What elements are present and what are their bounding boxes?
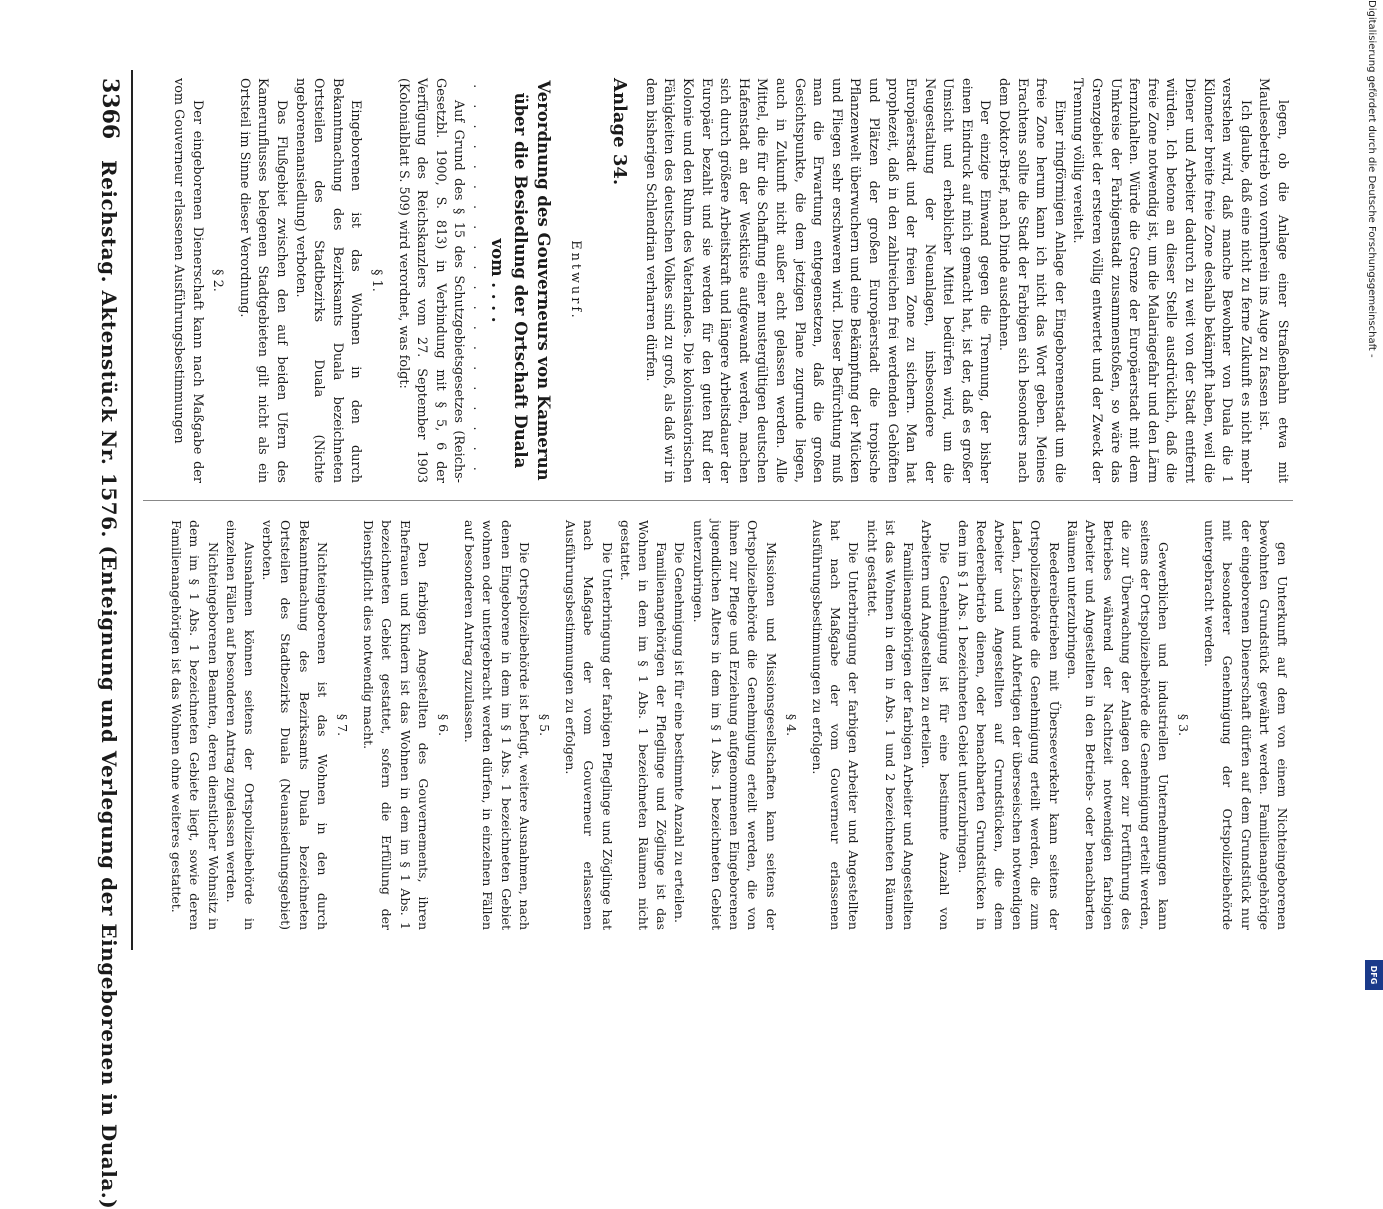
left-text-column xyxy=(169,78,1291,483)
body-paragraph: Die Ortspolizeibehörde ist befugt, weitere Ausnahmen, nach denen Eingeborene in dem im § 1 Abs. 1 bezeichneten Gebiet wohnen oder untergebracht werden dürfen, in einzelnen Fällen auf besonderen Antrag zuzulassen. xyxy=(462,520,532,930)
right-sections xyxy=(167,520,1192,930)
dfg-logo: DFG xyxy=(1365,960,1383,990)
header-rule xyxy=(131,70,133,950)
digitization-footer xyxy=(1366,0,1377,1000)
right-intro-paragraphs xyxy=(1200,520,1291,930)
body-paragraph: Den farbigen Angestellten des Gouvernements, ihren Ehefrauen und Kindern ist das Wohnen in dem im § 1 Abs. 1 bezeichneten Gebiet gestattet, sofern die Erfüllung der Dienstpflicht dies notwendig macht. xyxy=(361,520,431,930)
page-number: 3366 xyxy=(97,78,123,140)
draft-label: Entwurf. xyxy=(567,240,583,321)
body-paragraph: Nichteingeborenen ist das Wohnen in den durch Bekanntmachung des Bezirksamts Duala bezeichneten Ortsteilen des Stadtbezirks Duala (Neuansiedlungsgebiet) verboten. xyxy=(260,520,330,930)
section-heading: § 4. xyxy=(783,713,799,737)
body-paragraph: Die Unterbringung der farbigen Pfleglinge und Zöglinge hat nach Maßgabe der vom Gouverneur erlassenen Ausführungsbestimmungen zu erfolgen. xyxy=(563,520,615,930)
running-title: Reichstag. Aktenstück Nr. 1576. (Enteignung und Verlegung der Eingeborenen in Duala.) xyxy=(97,160,121,1209)
section-heading: § 6. xyxy=(436,713,452,737)
body-paragraph: gen Unterkunft auf dem von einem Nichteingeborenen bewohnten Grundstück gewährt werden. Familienangehörige der eingeborenen Dienerschaft dürfen auf dem Grundstück nur mit besonderer Genehmigung der Ortspolizeibehörde untergebracht werden. xyxy=(1202,520,1290,930)
body-paragraph: Nichteingeborenen Beamten, deren dienstlicher Wohnsitz in dem im § 1 Abs. 1 bezeichneten Gebiete liegt, sowie deren Familienangehörigen ist das Wohnen ohne weiteres gestattet. xyxy=(169,520,221,930)
footer-text: Digitalisierung gefördert durch die Deutsche Forschungsgemeinschaft - xyxy=(1366,0,1377,358)
left-sections xyxy=(169,78,386,483)
body-paragraph: Eingeborenen ist das Wohnen in den durch Bekanntmachung des Bezirksamts Duala bezeichneten Ortsteilen des Stadtbezirks Duala (Nichte ngeborenenansiedlung) verboten. xyxy=(292,78,364,483)
section-heading: § 5. xyxy=(537,713,553,737)
body-paragraph: Die Genehmigung ist für eine bestimmte Anzahl von Arbeitern und Angestellten zu erteilen. xyxy=(919,520,953,930)
body-paragraph: Die Genehmigung ist für eine bestimmte Anzahl zu erteilen. xyxy=(672,542,688,923)
section-heading: § 7. xyxy=(335,713,351,737)
section-heading: § 3. xyxy=(1175,713,1191,737)
body-paragraph: Familienangehörigen der farbigen Arbeiter und Angestellten ist das Wohnen in dem in Abs. 1 und 2 bezeichneten Räumen nicht gestattet. xyxy=(864,520,916,930)
ordinance-title: Verordnung des Gouverneurs von Kamerun über die Besiedlung der Ortschaft Duala vom . . . . xyxy=(488,80,554,481)
left-intro-paragraphs xyxy=(640,78,1291,483)
section-heading: § 2. xyxy=(210,269,226,292)
section-heading: § 1. xyxy=(369,269,385,292)
body-paragraph: Ich glaube, daß eine nicht zu ferne Zukunft es nicht mehr verstehen wird, daß manche Bewohner von Duala die 1 Kilometer breite freie Zone deshalb bekämpft haben, weil die Diener und Arbeiter dadurch zu weit von der Stadt entfernt würden. Ich betone an dieser Stelle ausdrücklich, daß die freie Zone notwendig ist, um die Malariagefahr und den Lärm fernzuhalten. Würde die Grenze der Europäerstadt mit dem Umkreise der Farbigenstadt zusammenstoßen, so wäre das Grenzgebiet der ersteren völlig entwertet und der Zweck der Trennung völlig vereitelt. xyxy=(1070,78,1253,483)
column-divider xyxy=(143,500,1293,501)
body-paragraph: Der eingeborenen Dienerschaft kann nach Maßgabe der vom Gouverneur erlassenen Ausführungsbestimmungen xyxy=(171,78,205,483)
body-paragraph: Reedereibetrieben mit Überseeverkehr kann seitens der Ortspolizeibehörde die Genehmigung erteilt werden, die zum Laden, Löschen und Abfertigen der überseeischen notwendigen Arbeiter und Angestellten auf Grundstücken, die dem Reedereibetrieb dienen, oder benachbarten Grundstücken in dem im § 1 Abs. 1 bezeichneten Gebiet unterzubringen. xyxy=(955,520,1062,930)
body-paragraph: Der einzige Einwand gegen die Trennung, der bisher einen Eindruck auf mich gemacht hat, ist der, daß es großer Umsicht und erheblicher Mittel bedürfen wird, um die Neugestaltung der Neuanlagen, insbesondere der Europäerstadt und der freien Zone zu sichern. Man hat prophezeit, daß in den zahlreichen frei werdenden Gehöften und Plätzen der großen Europäerstadt die tropische Pflanzenwelt überwuchern und eine Bekämpfung der Mücken und Fliegen sehr erschweren wird. Dieser Befürchtung muß man die Erwartung entgegensetzen, daß die großen Gesichtspunkte, die dem jetzigen Plane zugrunde liegen, auch in Zukunft nicht außer acht gelassen werden. Alle Mittel, die für die Schaffung einer mustergültigen deutschen Hafenstadt an der Westküste aufgewandt werden, machen sich durch größere Arbeitskraft und längere Arbeitsdauer der Europäer bezahlt und sie werden für den guten Ruf der Kolonie und den Ruhm des Vaterlandes. Die kolonisatorischen Fähigkeiten des deutschen Volkes sind zu groß, als daß wir in dem bisherigen Schlendrian verharren dürfen. xyxy=(642,78,993,483)
date-dots: . . . . . . . . . . . . . . . . . . . . xyxy=(470,84,486,477)
body-paragraph: legen, ob die Anlage einer Straßenbahn etwa mit Maulesebetrieb von vornherein ins Auge zu fassen ist. xyxy=(1256,78,1290,483)
body-paragraph: Ausnahmen können seitens der Ortspolizeibehörde in einzelnen Fällen auf besonderen Antrag zugelassen werden. xyxy=(223,520,258,930)
body-paragraph: Familienangehörigen der Pfleglinge und Zöglinge ist das Wohnen in dem im § 1 Abs. 1 bezeichneten Räumen nicht gestattet. xyxy=(617,520,670,930)
body-paragraph: Gewerblichen und industriellen Unternehmungen kann seitens der Ortspolizeibehörde die Genehmigung erteilt werden, die zur Überwachung der Anlagen oder zur Fortführung des Betriebes während der Nachtzeit notwendigen farbigen Arbeiter und Angestellten in den Betriebs- oder benachbarten Räumen unterzubringen. xyxy=(1064,520,1171,930)
right-text-column xyxy=(167,520,1291,930)
body-paragraph: Einer ringförmigen Anlage der Eingeborenenstadt um die freie Zone herum kann ich nicht das Wort geben. Meines Erachtens sollte die Stadt der Farbigen sich besonders nach dem Doktor-Brief, nach Dinde ausdehnen. xyxy=(996,78,1067,483)
annex-label: Anlage 34. xyxy=(609,78,631,186)
body-paragraph: Missionen und Missionsgesellschaften kann seitens der Ortspolizeibehörde die Genehmigung erteilt werden, die von ihnen zur Pflege und Erziehung aufgenommenen Eingeborenen jugendlichen Alters in dem im § 1 Abs. 1 bezeichneten Gebiet unterzubringen. xyxy=(690,520,779,930)
body-paragraph: Das Flußgebiet zwischen den auf beiden Ufern des Kamerunflusses belegenen Stadtgebieten gilt nicht als ein Ortsteil im Sinne dieser Verordnung. xyxy=(236,78,290,483)
body-paragraph: Die Unterbringung der farbigen Arbeiter und Angestellten hat nach Maßgabe der vom Gouverneur erlassenen Ausführungsbestimmungen zu erfolgen. xyxy=(809,520,862,930)
ordinance-preamble: Auf Grund des § 15 des Schutzgebietsgesetzes (Reichs-Gesetzbl. 1900, S. 813) in Verbindung mit § 5, 6 der Verfügung des Reichskanzlers vom 27. September 1903 (Kolonialblatt S. 509) wird verordnet, was folgt: xyxy=(395,78,467,483)
